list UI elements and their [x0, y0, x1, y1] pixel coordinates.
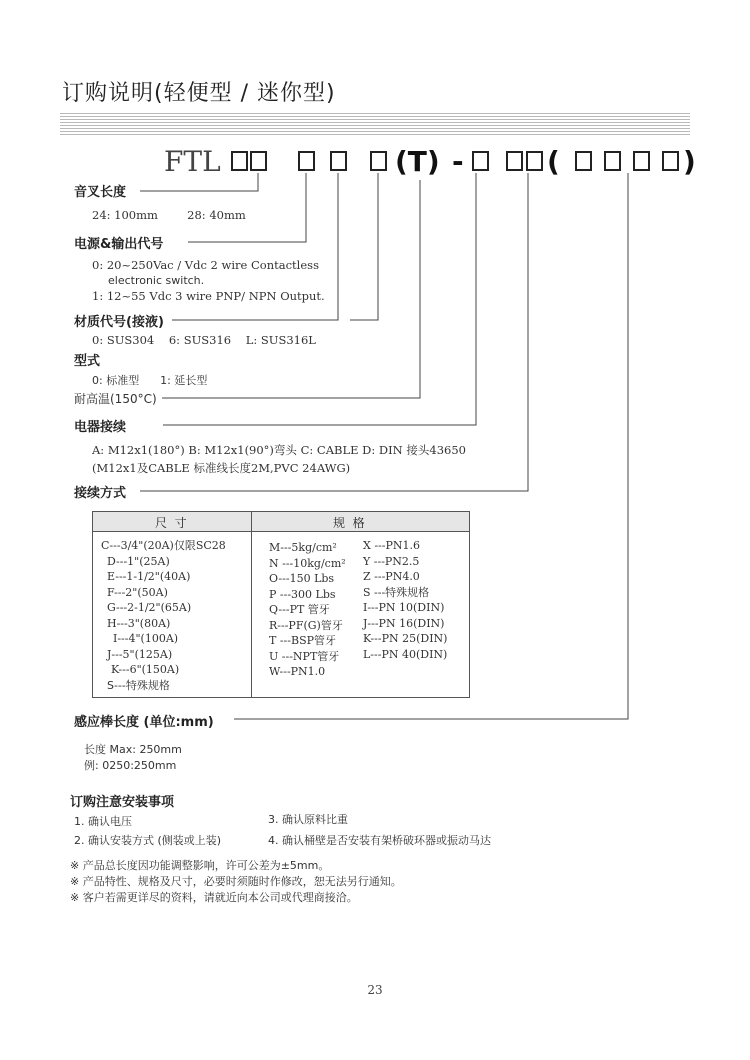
spec-item: R---PF(G)管牙: [269, 618, 343, 632]
model-dash: -: [452, 145, 464, 178]
spec-list-a: [269, 540, 346, 680]
size-list: [101, 538, 226, 693]
remark-3: ※ 客户若需更详尽的资料，请就近向本公司或代理商接洽。: [70, 891, 358, 904]
size-item: I---4"(100A): [113, 632, 179, 645]
spec-item: I---PN 10(DIN): [363, 601, 445, 614]
spec-item: S ---特殊规格: [363, 585, 430, 599]
remark-1: ※ 产品总长度因功能调整影响，许可公差为±5mm。: [70, 859, 330, 872]
connection-table-divider: [251, 512, 252, 697]
spec-column-header: 规 格: [333, 516, 365, 530]
spec-item: N ---10kg/cm²: [269, 556, 346, 570]
spec-item: W---PN1.0: [269, 665, 326, 678]
spec-item: P ---300 Lbs: [269, 587, 336, 601]
note-item-3: 3. 确认原料比重: [268, 813, 348, 826]
size-item: G---2-1/2"(65A): [107, 601, 192, 614]
power-line-1: 0: 20~250Vac / Vdc 2 wire Contactless: [92, 258, 319, 272]
material-heading: 材质代号(接液): [74, 315, 164, 330]
note-item-1: 1. 确认电压: [74, 815, 132, 828]
fork-length-heading: 音叉长度: [74, 185, 127, 200]
spec-item: L---PN 40(DIN): [363, 647, 448, 661]
probe-length-max: 长度 Max: 250mm: [84, 743, 182, 756]
connection-table-header: [93, 512, 469, 532]
size-item: S---特殊规格: [107, 678, 170, 692]
model-prefix: FTL: [164, 145, 221, 178]
spec-item: M---5kg/cm²: [269, 541, 337, 554]
size-item: D---1"(25A): [107, 554, 170, 568]
size-item: J---5"(125A): [107, 647, 173, 661]
model-paren-close: ): [683, 145, 696, 178]
power-line-3: 1: 12~55 Vdc 3 wire PNP/ NPN Output.: [92, 289, 325, 303]
type-heading: 型式: [74, 354, 101, 369]
page-title: 订购说明(轻便型 / 迷你型): [62, 81, 336, 106]
leader-type: [350, 173, 378, 320]
model-paren-open: (: [547, 145, 560, 178]
spec-item: Y ---PN2.5: [363, 554, 420, 568]
size-item: F---2"(50A): [107, 585, 168, 599]
probe-length-heading: 感应棒长度 (单位:mm): [74, 715, 214, 730]
note-item-4: 4. 确认桶壁是否安装有架桥破环器或振动马达: [268, 834, 491, 847]
notes-heading: 订购注意安装事项: [70, 795, 175, 810]
electrical-heading: 电器接续: [74, 420, 127, 435]
connection-table: [92, 511, 470, 698]
spec-item: K---PN 25(DIN): [363, 632, 448, 645]
fork-length-options: 24: 100mm 28: 40mm: [92, 208, 246, 222]
spec-item: Z ---PN4.0: [363, 570, 420, 583]
size-column-header: 尺 寸: [155, 516, 187, 530]
spec-item: J---PN 16(DIN): [363, 616, 445, 630]
spec-list-b: [363, 538, 447, 662]
model-t-part: (T): [395, 145, 440, 178]
note-item-2: 2. 确认安装方式 (侧装或上装): [74, 834, 222, 847]
spec-item: U ---NPT管牙: [269, 649, 340, 663]
size-item: H---3"(80A): [107, 616, 171, 630]
probe-length-example: 例: 0250:250mm: [84, 759, 177, 772]
high-temp-label: 耐高温(150°C): [74, 392, 157, 406]
power-line-2: electronic switch.: [108, 274, 205, 287]
electrical-line-1: A: M12x1(180°) B: M12x1(90°)弯头 C: CABLE D: DIN 接头43650: [92, 443, 466, 457]
power-heading: 电源&输出代号: [74, 237, 164, 252]
leader-fork-length: [140, 173, 258, 191]
electrical-line-2: (M12x1及CABLE 标准线长度2M,PVC 24AWG): [92, 461, 351, 475]
spec-item: T ---BSP管牙: [269, 634, 337, 647]
page-number: 23: [367, 983, 383, 997]
spec-item: X ---PN1.6: [363, 539, 420, 552]
spec-item: Q---PT 管牙: [269, 603, 330, 616]
size-item: C---3/4"(20A)仅限SC28: [101, 539, 226, 552]
type-options: 0: 标准型 1: 延长型: [92, 374, 208, 387]
material-options: 0: SUS304 6: SUS316 L: SUS316L: [92, 333, 316, 347]
size-item: K---6"(150A): [111, 663, 180, 676]
connection-heading: 接续方式: [74, 486, 127, 501]
size-item: E---1-1/2"(40A): [107, 570, 191, 583]
remark-2: ※ 产品特性、规格及尺寸，必要时须随时作修改，恕无法另行通知。: [70, 875, 402, 888]
spec-item: O---150 Lbs: [269, 572, 335, 585]
